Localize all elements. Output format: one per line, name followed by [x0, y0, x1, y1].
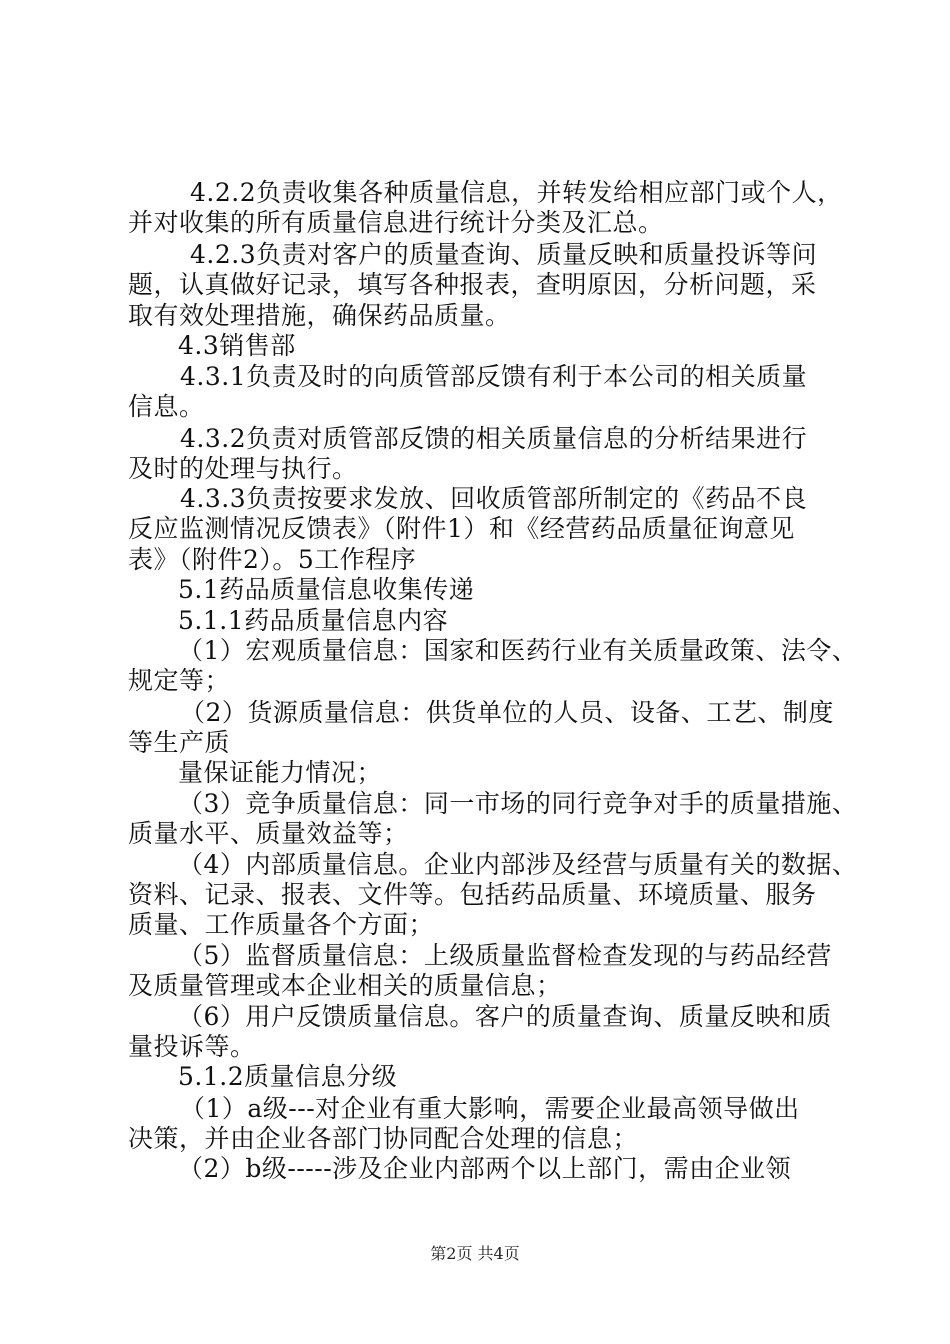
- text-line: 4.3.1负责及时的向质管部反馈有利于本公司的相关质量: [180, 362, 808, 391]
- text-line: 量投诉等。: [128, 1032, 256, 1061]
- text-line: 质量、工作质量各个方面；: [128, 910, 435, 939]
- text-line: 资料、记录、报表、文件等。包括药品质量、环境质量、服务: [128, 880, 817, 909]
- text-line: 4.3.3负责按要求发放、回收质管部所制定的《药品不良: [180, 484, 808, 513]
- text-line: 题，认真做好记录，填写各种报表，查明原因，分析问题，采: [128, 270, 817, 299]
- text-line: （1）a级---对企业有重大影响，需要企业最高领导做出: [180, 1094, 800, 1123]
- text-line: 5.1药品质量信息收集传递: [178, 575, 475, 604]
- text-line: （4）内部质量信息。企业内部涉及经营与质量有关的数据、: [178, 850, 858, 879]
- page-footer: 第2页 共4页: [430, 1244, 520, 1263]
- text-line: 决策，并由企业各部门协同配合处理的信息；: [128, 1124, 639, 1153]
- text-line: （2）货源质量信息：供货单位的人员、设备、工艺、制度: [180, 698, 834, 727]
- text-line: 规定等；: [128, 666, 231, 695]
- text-line: 及时的处理与执行。: [128, 454, 358, 483]
- text-line: （3）竞争质量信息：同一市场的同行竞争对手的质量措施、: [178, 789, 858, 818]
- text-line: 等生产质: [128, 728, 231, 757]
- text-line: 信息。: [128, 392, 205, 421]
- text-line: 反应监测情况反馈表》（附件1）和《经营药品质量征询意见: [128, 514, 795, 543]
- text-line: （6）用户反馈质量信息。客户的质量查询、质量反映和质: [178, 1002, 832, 1031]
- text-line: 质量水平、质量效益等；: [128, 819, 409, 848]
- text-line: 4.2.2负责收集各种质量信息，并转发给相应部门或个人，: [190, 178, 843, 207]
- text-line: 表》（附件2）。5工作程序: [128, 545, 417, 574]
- text-line: 取有效处理措施，确保药品质量。: [128, 301, 511, 330]
- text-line: 及质量管理或本企业相关的质量信息；: [128, 971, 562, 1000]
- text-line: 5.1.2质量信息分级: [178, 1062, 398, 1091]
- text-line: 量保证能力情况；: [178, 758, 383, 787]
- text-line: （5）监督质量信息：上级质量监督检查发现的与药品经营: [178, 941, 832, 970]
- text-line: 4.2.3负责对客户的质量查询、质量反映和质量投诉等问: [190, 240, 818, 269]
- text-line: 并对收集的所有质量信息进行统计分类及汇总。: [128, 208, 664, 237]
- text-line: （2）b级-----涉及企业内部两个以上部门，需由企业领: [178, 1154, 792, 1183]
- text-line: 4.3.2负责对质管部反馈的相关质量信息的分析结果进行: [180, 424, 808, 453]
- text-line: （1）宏观质量信息：国家和医药行业有关质量政策、法令、: [178, 636, 858, 665]
- text-line: 4.3销售部: [178, 331, 296, 360]
- text-line: 5.1.1药品质量信息内容: [178, 606, 449, 635]
